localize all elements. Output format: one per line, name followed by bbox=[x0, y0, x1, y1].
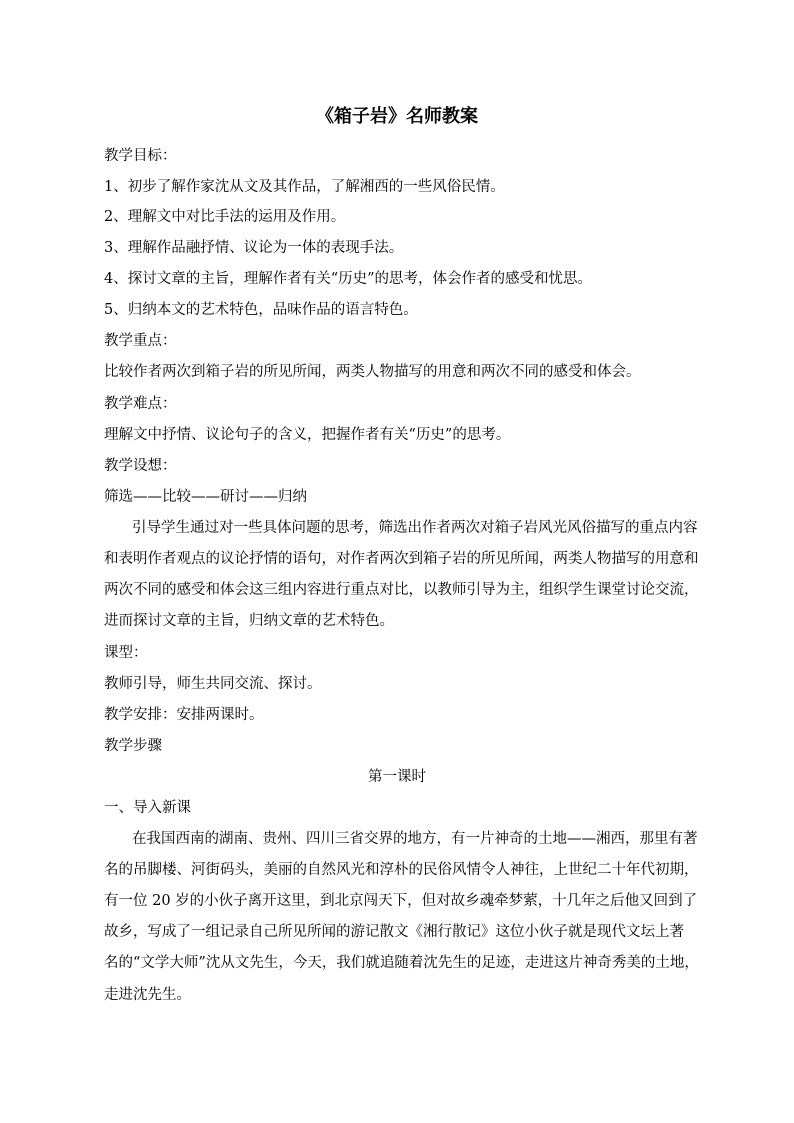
document-title: 《箱子岩》名师教案 bbox=[316, 106, 478, 127]
text-line: 2、理解文中对比手法的运用及作用。 bbox=[104, 209, 346, 225]
paragraph-line: 有一位 20 岁的小伙子离开这里，到北京闯天下，但对故乡魂牵梦萦，十几年之后他又回到了 bbox=[104, 893, 698, 909]
paragraph-line: 走进沈先生。 bbox=[104, 987, 191, 1003]
paragraph-line: 故乡，写成了一组记录自己所见所闻的游记散文《湘行散记》这位小伙子就是现代文坛上著 bbox=[104, 924, 684, 940]
text-line: 课型： bbox=[104, 645, 148, 661]
text-line: 教学步骤 bbox=[104, 738, 162, 754]
text-line: 筛选——比较——研讨——归纳 bbox=[104, 489, 307, 505]
paragraph-line: 两次不同的感受和体会这三组内容进行重点对比，以教师引导为主，组织学生课堂讨论交流， bbox=[104, 582, 699, 598]
paragraph-line: 进而探讨文章的主旨，归纳文章的艺术特色。 bbox=[104, 613, 394, 629]
paragraph-line: 引导学生通过对一些具体问题的思考，筛选出作者两次对箱子岩风光风俗描写的重点内容 bbox=[132, 520, 698, 536]
text-line: 理解文中抒情、议论句子的含义，把握作者有关“历史”的思考。 bbox=[104, 427, 511, 443]
text-line: 教学安排：安排两课时。 bbox=[104, 707, 264, 723]
text-line: 1、初步了解作家沈从文及其作品，了解湘西的一些风俗民情。 bbox=[104, 179, 505, 195]
text-line: 教学难点： bbox=[104, 396, 177, 412]
text-line: 教学重点： bbox=[104, 333, 177, 349]
text-line: 比较作者两次到箱子岩的所见所闻，两类人物描写的用意和两次不同的感受和体会。 bbox=[104, 364, 641, 380]
paragraph-line: 名的“文学大师”沈从文先生，今天，我们就追随着沈先生的足迹，走进这片神奇秀美的土地， bbox=[104, 955, 699, 971]
section-title: 第一课时 bbox=[368, 769, 426, 785]
text-line: 教学设想： bbox=[104, 458, 177, 474]
subheading: 一、导入新课 bbox=[104, 800, 191, 816]
text-line: 3、理解作品融抒情、议论为一体的表现手法。 bbox=[104, 240, 404, 256]
text-line: 5、归纳本文的艺术特色，品味作品的语言特色。 bbox=[104, 302, 418, 318]
paragraph-line: 在我国西南的湖南、贵州、四川三省交界的地方，有一片神奇的土地——湘西，那里有著 bbox=[132, 831, 698, 847]
text-line: 4、探讨文章的主旨，理解作者有关“历史”的思考，体会作者的感受和忧思。 bbox=[104, 271, 593, 287]
paragraph-line: 和表明作者观点的议论抒情的语句，对作者两次到箱子岩的所见所闻，两类人物描写的用意和 bbox=[104, 551, 699, 567]
text-line: 教学目标： bbox=[104, 148, 177, 164]
paragraph-line: 名的吊脚楼、河街码头，美丽的自然风光和淳朴的民俗风情令人神往，上世纪二十年代初期， bbox=[104, 862, 699, 878]
text-line: 教师引导，师生共同交流、探讨。 bbox=[104, 676, 322, 692]
